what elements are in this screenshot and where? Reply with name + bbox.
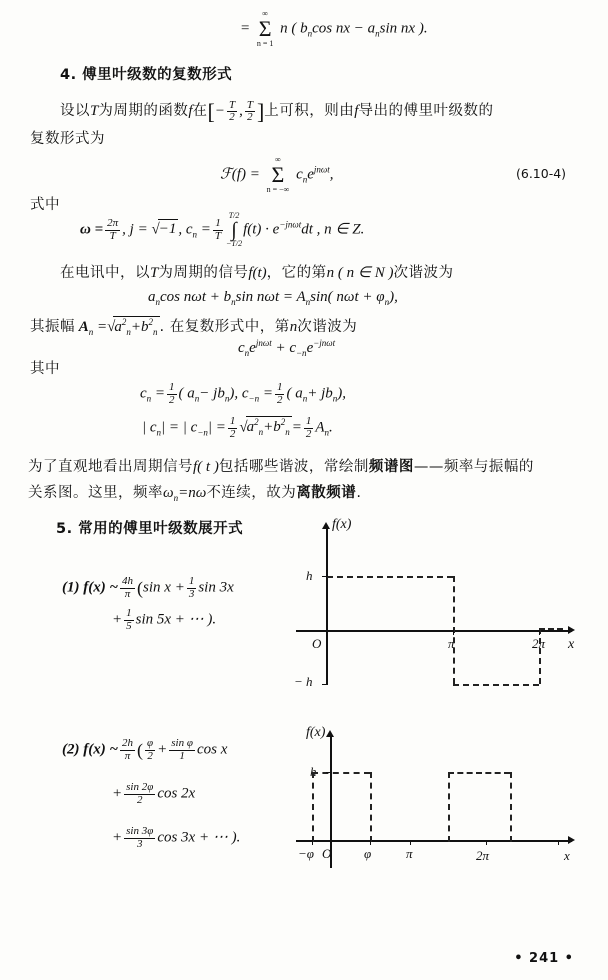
integrand: f(t) · e xyxy=(243,221,280,238)
summation-symbol: ∞ Σ n = 1 xyxy=(256,9,274,48)
graph1-y-arrow xyxy=(322,522,330,529)
p1-frac-T-2-right: $\frac{T}{2}$ xyxy=(246,98,253,124)
integral-symbol: T/2 ∫ −T/2 xyxy=(226,211,243,248)
graph2-tick-phi xyxy=(370,840,371,845)
equation-top xyxy=(240,10,428,48)
graph1-h-label: h xyxy=(306,568,313,583)
item-1-label: (1) xyxy=(62,579,80,596)
harmonic-formula: $a_n\cos$ $n\omega t + b_n\sin$ $n\omega t = A_n\sin$( $n\omega t + \varphi_n$), xyxy=(148,289,398,307)
eq-top-mid: cos nx − a xyxy=(312,20,376,37)
series-item-2-line-3: + $\frac{\sin 3\varphi}{3}$ cos 3x + ⋯ ). xyxy=(112,825,241,850)
eq-top-tail: sin nx ). xyxy=(379,20,428,37)
cn-lhs: , c xyxy=(178,221,193,238)
graph2-x-axis xyxy=(296,840,572,842)
frac-4h-pi: $\frac{4h}{\pi}$ xyxy=(122,575,134,600)
eq-top-body: n ( b xyxy=(280,20,308,37)
series-item-2-line-1: (2) f(x) ~ $\frac{2h}{\pi}$ ( $\frac{\varphi}{2}$ + $\frac{\text{sin φ}}{1}$ cos x xyxy=(62,737,228,762)
p1-text-b: 为周期的函数 xyxy=(98,103,189,120)
graph2-y-label: f(x) xyxy=(306,725,326,740)
graph2-pulse2-top xyxy=(448,772,510,774)
graph2-tick-phi-label: φ xyxy=(364,846,372,861)
graph2-pulse1-fall xyxy=(370,772,372,842)
where-label-2: 其中 xyxy=(30,361,60,377)
sum-upper-limit: ∞ xyxy=(262,9,268,18)
p1-text-d: 上可积，则由 xyxy=(264,103,355,120)
graph2-origin-label: O xyxy=(322,846,332,861)
formula-6-10-4: ℱ(f) = ∞ Σ n = −∞ $c_ne^{jn\omega t}$, xyxy=(220,155,334,194)
graph2-tick-2pi-label: 2π xyxy=(476,848,490,863)
eq-top-sub1: n xyxy=(307,28,313,39)
spectrum-paragraph-line-2: 关系图。这里，频率$\omega_n=n\omega$不连续，故为离散频谱. xyxy=(28,485,362,503)
frac-1-3: $\frac{1}{3}$ xyxy=(188,575,195,600)
graph1-segment-high-2 xyxy=(539,628,563,630)
frac-1-T: $\frac{1}{T}$ xyxy=(214,216,221,242)
graph2-tick-pi-label: π xyxy=(406,846,413,861)
frac-1-5: $\frac{1}{5}$ xyxy=(126,607,132,632)
integral-dt: dt , n ∈ Z. xyxy=(301,221,365,238)
graph1-segment-low-1 xyxy=(453,684,539,686)
graph2-pulse1-top xyxy=(312,772,370,774)
p1-text-c: 在 xyxy=(192,103,208,120)
graph1-tick-pi xyxy=(453,630,454,635)
formula-lhs: ℱ(f) = xyxy=(220,166,260,183)
graph2-tick-2pi xyxy=(486,840,487,845)
formula-tag: (6.10-4) xyxy=(516,166,567,181)
graph1-x-axis xyxy=(296,630,572,632)
frac-sin3phi-3: $\frac{\sin 3\varphi}{3}$ xyxy=(126,825,154,850)
cn-definition: $c_n$ = $\frac{1}{2}$ ( $a_n- jb_n$), $c_{-n}$ = $\frac{1}{2}$ ( $a_n+ jb_n$), xyxy=(140,381,346,406)
graph1-y-axis xyxy=(326,528,328,684)
graph1-tick-2pi xyxy=(539,630,540,635)
item-2-label: (2) xyxy=(62,741,80,758)
graph1-minus-h-label: − h xyxy=(294,674,313,689)
frac-phi-2: $\frac{\varphi}{2}$ xyxy=(147,737,154,762)
graph2-h-tick xyxy=(326,772,332,773)
formula-e: e xyxy=(307,166,314,183)
section-5-heading: 5. 常用的傅里叶级数展开式 xyxy=(56,521,244,537)
p1-symbol-f: f xyxy=(188,103,193,120)
graph1-x-arrow xyxy=(568,626,575,634)
graph2-pulse2-fall xyxy=(510,772,512,842)
p1-frac-T-2-left: $\frac{T}{2}$ xyxy=(228,98,236,124)
graph1-tick-2pi-label: 2π xyxy=(532,636,546,651)
equals-sign: = xyxy=(240,20,251,37)
amplitude-line: 其振幅 $A_n =√a^2_n+b^2_n$ . 在复数形式中，第n次谐波为 xyxy=(30,317,358,337)
bold-discrete-spectrum-term: 离散频谱 xyxy=(296,485,357,501)
frac-2pi-T: $\frac{2\pi}{T}$ xyxy=(107,216,119,242)
graph1-h-tick xyxy=(322,576,328,577)
spectrum-paragraph-line-1: 为了直观地看出周期信号f( t )包括哪些谐波，常绘制频谱图——频率与振幅的 xyxy=(28,459,534,475)
graph2-h-label: h xyxy=(310,764,317,779)
sqrt-an2-bn2-2: $a^2_n+b^2_n$ xyxy=(246,417,290,438)
section-4-heading: 4. 傅里叶级数的复数形式 xyxy=(60,67,233,83)
graph2-x-label: x xyxy=(564,848,570,863)
paragraph-1-line-2: 复数形式为 xyxy=(30,131,105,147)
graph1-jump-2 xyxy=(539,628,541,684)
graph2-y-arrow xyxy=(326,730,334,737)
graph1-y-label: f(x) xyxy=(332,517,352,532)
formula-c: c xyxy=(296,166,303,183)
complex-harmonic: $c_ne^{jn\omega t} + c_{-n}e^{-jn\omega t}$ xyxy=(238,338,336,358)
p1-text-e: 导出的傅里叶级数的 xyxy=(358,103,494,120)
graph1-minus-h-tick xyxy=(322,684,328,685)
sum-lower-limit: n = 1 xyxy=(256,39,274,48)
eq-top-sub2: n xyxy=(375,28,380,39)
series-item-2-line-2: + $\frac{\sin 2\varphi}{2}$ cos 2x xyxy=(112,781,196,806)
graph2-tick-minus-phi-label: −φ xyxy=(298,846,314,861)
bold-spectrum-term: 频谱图 xyxy=(368,459,414,475)
page-number: • 241 • xyxy=(514,951,574,966)
p1-symbol-f2: f xyxy=(354,103,359,120)
graph2-tick-end xyxy=(558,840,559,845)
sqrt-an2-bn2: $a^2_n+b^2_n$ xyxy=(114,317,158,337)
frac-sinphi-1: $\frac{\text{sin φ}}{1}$ xyxy=(171,737,193,762)
paragraph-1-line-1: 设以T为周期的函数f在[− $\frac{T}{2}$ , $\frac{T}{2}$ ]上可积，则由f导出的傅里叶级数的 xyxy=(60,98,494,124)
p1-interval-minus: − xyxy=(214,103,225,120)
graph1-segment-high-1 xyxy=(327,576,453,578)
square-wave-graph xyxy=(294,517,586,690)
graph1-x-label: x xyxy=(568,637,575,652)
summation-symbol-2: ∞ Σ n = −∞ xyxy=(266,155,290,194)
cn-modulus: | $c_n|$ = | $c_{-n}|$ = $\frac{1}{2}$ $√a^2_n+b^2_n$ = $\frac{1}{2}$ $A_n$. xyxy=(142,415,333,440)
paragraph-telecom: 在电讯中，以T为周期的信号f(t)，它的第n ( n ∈ N )次谐波为 xyxy=(60,265,454,281)
j-lhs: , j = xyxy=(122,221,148,238)
frac-sin2phi-2: $\frac{\sin 2\varphi}{2}$ xyxy=(126,781,154,806)
graph2-pulse2-rise xyxy=(448,772,450,842)
graph2-x-arrow xyxy=(568,836,575,844)
graph1-origin-label: O xyxy=(312,636,322,651)
series-item-1-line-2: + $\frac{1}{5}$ sin 5x + ⋯ ). xyxy=(112,607,217,632)
where-label-1: 式中 xyxy=(30,197,60,213)
omega-lhs: ω = xyxy=(80,221,104,238)
p1-symbol-T: T xyxy=(90,103,99,120)
sqrt-minus-1: −1 xyxy=(158,221,177,238)
graph1-tick-pi-label: π xyxy=(448,636,455,651)
graph2-pulse1-rise xyxy=(312,772,314,842)
graph2-tick-minus-phi xyxy=(312,840,313,845)
frac-2h-pi: $\frac{2h}{\pi}$ xyxy=(122,737,134,762)
p1-comma: , xyxy=(239,103,243,120)
p1-text-a: 设以 xyxy=(60,103,90,120)
graph2-tick-pi xyxy=(410,840,411,845)
series-item-1-line-1: (1) f(x) ~ $\frac{4h}{\pi}$ (sin x + $\frac{1}{3}$ sin 3x xyxy=(62,575,234,600)
omega-definition-line: ω = $\frac{2\pi}{T}$ , j = √−1 , $c_n$ = $\frac{1}{T}$ T/2 ∫ −T/2 $f(t) \cdot e^{-jn\omega t}dt$ , n ∈ Z. xyxy=(80,211,365,248)
pulse-train-graph xyxy=(296,725,586,878)
